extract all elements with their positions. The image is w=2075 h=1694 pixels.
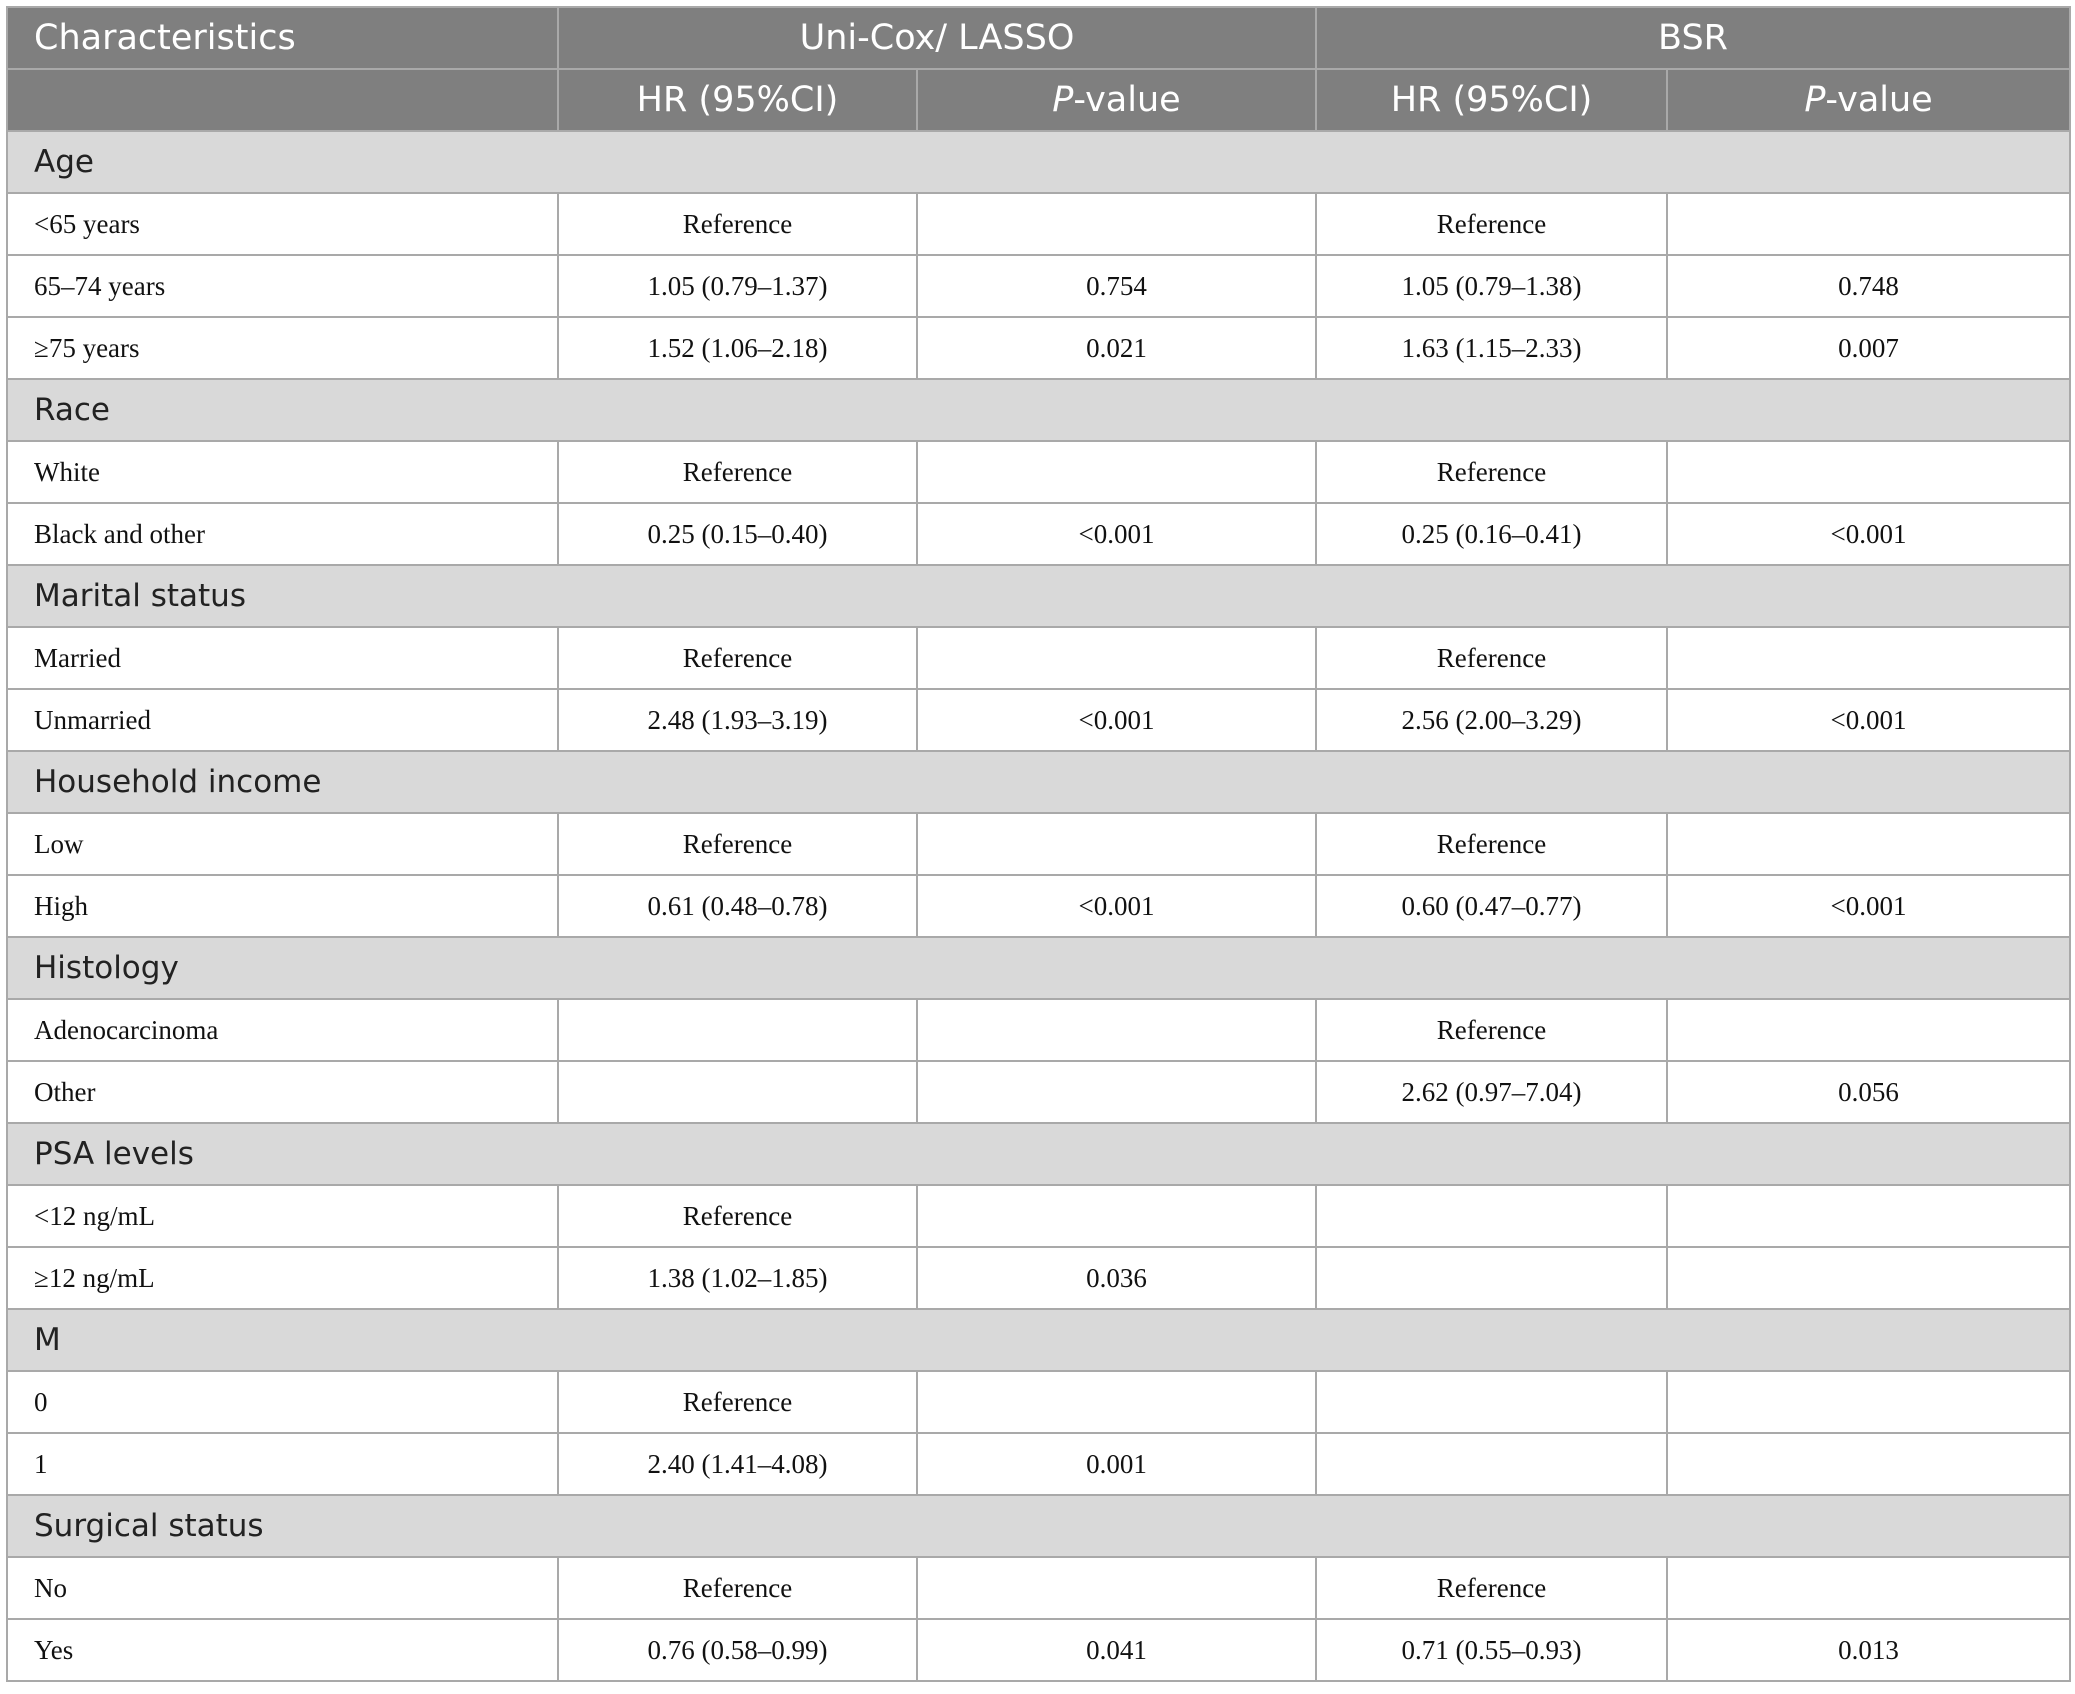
bsr-pvalue-cell: <0.001 bbox=[1667, 875, 2070, 937]
uni-pvalue-cell bbox=[917, 999, 1316, 1061]
uni-pvalue-cell: 0.041 bbox=[917, 1619, 1316, 1681]
p-suffix: -value bbox=[1073, 80, 1181, 120]
uni-hr-cell: 2.40 (1.41–4.08) bbox=[558, 1433, 917, 1495]
uni-hr-cell: Reference bbox=[558, 1185, 917, 1247]
header-row-metrics bbox=[7, 69, 2070, 131]
uni-pvalue-cell bbox=[917, 1061, 1316, 1123]
bsr-hr-cell: 2.56 (2.00–3.29) bbox=[1316, 689, 1667, 751]
uni-pvalue-cell: <0.001 bbox=[917, 875, 1316, 937]
uni-hr-cell: 2.48 (1.93–3.19) bbox=[558, 689, 917, 751]
uni-hr-cell: Reference bbox=[558, 627, 917, 689]
bsr-hr-cell: 1.63 (1.15–2.33) bbox=[1316, 317, 1667, 379]
row-label: Black and other bbox=[7, 503, 558, 565]
header-uni-hr: HR (95%CI) bbox=[558, 69, 917, 131]
table-row bbox=[7, 317, 2070, 379]
table-body bbox=[7, 131, 2070, 1681]
bsr-hr-cell bbox=[1316, 1247, 1667, 1309]
bsr-pvalue-cell bbox=[1667, 1247, 2070, 1309]
uni-hr-cell: 1.05 (0.79–1.37) bbox=[558, 255, 917, 317]
uni-hr-cell: 1.52 (1.06–2.18) bbox=[558, 317, 917, 379]
uni-pvalue-cell: <0.001 bbox=[917, 689, 1316, 751]
bsr-pvalue-cell bbox=[1667, 1433, 2070, 1495]
table-row bbox=[7, 813, 2070, 875]
row-label: White bbox=[7, 441, 558, 503]
uni-pvalue-cell bbox=[917, 1185, 1316, 1247]
uni-pvalue-cell bbox=[917, 441, 1316, 503]
results-table-container bbox=[6, 6, 2069, 1682]
row-label: Adenocarcinoma bbox=[7, 999, 558, 1061]
p-italic: P bbox=[1052, 80, 1074, 120]
table-row bbox=[7, 627, 2070, 689]
table-row bbox=[7, 999, 2070, 1061]
hazard-ratio-table bbox=[6, 6, 2071, 1682]
bsr-pvalue-cell: <0.001 bbox=[1667, 689, 2070, 751]
row-label: Unmarried bbox=[7, 689, 558, 751]
table-row bbox=[7, 689, 2070, 751]
header-group-bsr: BSR bbox=[1316, 7, 2070, 69]
uni-hr-cell bbox=[558, 999, 917, 1061]
bsr-pvalue-cell: 0.013 bbox=[1667, 1619, 2070, 1681]
row-label: 1 bbox=[7, 1433, 558, 1495]
row-label: ≥12 ng/mL bbox=[7, 1247, 558, 1309]
p-suffix: -value bbox=[1825, 80, 1933, 120]
table-row bbox=[7, 1247, 2070, 1309]
table-row bbox=[7, 1061, 2070, 1123]
uni-hr-cell: 0.25 (0.15–0.40) bbox=[558, 503, 917, 565]
section-title: M bbox=[7, 1309, 2070, 1371]
bsr-pvalue-cell bbox=[1667, 813, 2070, 875]
header-empty-cell bbox=[7, 69, 558, 131]
uni-pvalue-cell: 0.036 bbox=[917, 1247, 1316, 1309]
row-label: No bbox=[7, 1557, 558, 1619]
table-row bbox=[7, 255, 2070, 317]
header-group-unicox-lasso: Uni-Cox/ LASSO bbox=[558, 7, 1316, 69]
section-row bbox=[7, 565, 2070, 627]
uni-hr-cell: Reference bbox=[558, 1557, 917, 1619]
header-uni-pvalue bbox=[917, 69, 1316, 131]
row-label: Married bbox=[7, 627, 558, 689]
table-row bbox=[7, 441, 2070, 503]
uni-hr-cell bbox=[558, 1061, 917, 1123]
bsr-hr-cell: Reference bbox=[1316, 999, 1667, 1061]
header-bsr-pvalue bbox=[1667, 69, 2070, 131]
section-title: PSA levels bbox=[7, 1123, 2070, 1185]
section-row bbox=[7, 1495, 2070, 1557]
uni-pvalue-cell bbox=[917, 1371, 1316, 1433]
bsr-pvalue-cell bbox=[1667, 1371, 2070, 1433]
bsr-hr-cell: 1.05 (0.79–1.38) bbox=[1316, 255, 1667, 317]
bsr-hr-cell bbox=[1316, 1371, 1667, 1433]
row-label: 65–74 years bbox=[7, 255, 558, 317]
uni-hr-cell: Reference bbox=[558, 813, 917, 875]
bsr-pvalue-cell bbox=[1667, 1185, 2070, 1247]
bsr-pvalue-cell: 0.056 bbox=[1667, 1061, 2070, 1123]
uni-pvalue-cell bbox=[917, 627, 1316, 689]
row-label: Low bbox=[7, 813, 558, 875]
bsr-pvalue-cell bbox=[1667, 193, 2070, 255]
table-row bbox=[7, 1433, 2070, 1495]
bsr-pvalue-cell bbox=[1667, 627, 2070, 689]
section-row bbox=[7, 937, 2070, 999]
bsr-pvalue-cell bbox=[1667, 999, 2070, 1061]
bsr-pvalue-cell bbox=[1667, 441, 2070, 503]
uni-pvalue-cell bbox=[917, 193, 1316, 255]
bsr-hr-cell: 0.25 (0.16–0.41) bbox=[1316, 503, 1667, 565]
table-row bbox=[7, 1185, 2070, 1247]
table-row bbox=[7, 193, 2070, 255]
bsr-pvalue-cell: <0.001 bbox=[1667, 503, 2070, 565]
row-label: <12 ng/mL bbox=[7, 1185, 558, 1247]
bsr-hr-cell bbox=[1316, 1433, 1667, 1495]
uni-pvalue-cell bbox=[917, 813, 1316, 875]
bsr-hr-cell: 0.60 (0.47–0.77) bbox=[1316, 875, 1667, 937]
header-row-groups bbox=[7, 7, 2070, 69]
table-row bbox=[7, 1619, 2070, 1681]
uni-pvalue-cell: 0.001 bbox=[917, 1433, 1316, 1495]
section-title: Marital status bbox=[7, 565, 2070, 627]
section-title: Age bbox=[7, 131, 2070, 193]
row-label: High bbox=[7, 875, 558, 937]
uni-pvalue-cell: 0.754 bbox=[917, 255, 1316, 317]
row-label: Yes bbox=[7, 1619, 558, 1681]
bsr-hr-cell: Reference bbox=[1316, 1557, 1667, 1619]
uni-pvalue-cell: <0.001 bbox=[917, 503, 1316, 565]
bsr-hr-cell: Reference bbox=[1316, 813, 1667, 875]
uni-hr-cell: Reference bbox=[558, 441, 917, 503]
section-title: Surgical status bbox=[7, 1495, 2070, 1557]
table-row bbox=[7, 875, 2070, 937]
bsr-pvalue-cell bbox=[1667, 1557, 2070, 1619]
row-label: <65 years bbox=[7, 193, 558, 255]
section-title: Race bbox=[7, 379, 2070, 441]
row-label: ≥75 years bbox=[7, 317, 558, 379]
uni-hr-cell: 0.76 (0.58–0.99) bbox=[558, 1619, 917, 1681]
row-label: Other bbox=[7, 1061, 558, 1123]
bsr-hr-cell: 0.71 (0.55–0.93) bbox=[1316, 1619, 1667, 1681]
table-row bbox=[7, 1371, 2070, 1433]
p-italic: P bbox=[1804, 80, 1826, 120]
uni-pvalue-cell bbox=[917, 1557, 1316, 1619]
section-row bbox=[7, 1123, 2070, 1185]
uni-hr-cell: Reference bbox=[558, 1371, 917, 1433]
header-bsr-hr: HR (95%CI) bbox=[1316, 69, 1667, 131]
bsr-hr-cell bbox=[1316, 1185, 1667, 1247]
section-row bbox=[7, 1309, 2070, 1371]
uni-hr-cell: 0.61 (0.48–0.78) bbox=[558, 875, 917, 937]
table-row bbox=[7, 1557, 2070, 1619]
section-title: Household income bbox=[7, 751, 2070, 813]
section-row bbox=[7, 131, 2070, 193]
header-characteristics: Characteristics bbox=[7, 7, 558, 69]
bsr-pvalue-cell: 0.007 bbox=[1667, 317, 2070, 379]
bsr-hr-cell: 2.62 (0.97–7.04) bbox=[1316, 1061, 1667, 1123]
bsr-hr-cell: Reference bbox=[1316, 627, 1667, 689]
bsr-pvalue-cell: 0.748 bbox=[1667, 255, 2070, 317]
section-title: Histology bbox=[7, 937, 2070, 999]
bsr-hr-cell: Reference bbox=[1316, 441, 1667, 503]
table-row bbox=[7, 503, 2070, 565]
section-row bbox=[7, 379, 2070, 441]
section-row bbox=[7, 751, 2070, 813]
row-label: 0 bbox=[7, 1371, 558, 1433]
table-header bbox=[7, 7, 2070, 131]
bsr-hr-cell: Reference bbox=[1316, 193, 1667, 255]
uni-hr-cell: Reference bbox=[558, 193, 917, 255]
uni-pvalue-cell: 0.021 bbox=[917, 317, 1316, 379]
uni-hr-cell: 1.38 (1.02–1.85) bbox=[558, 1247, 917, 1309]
